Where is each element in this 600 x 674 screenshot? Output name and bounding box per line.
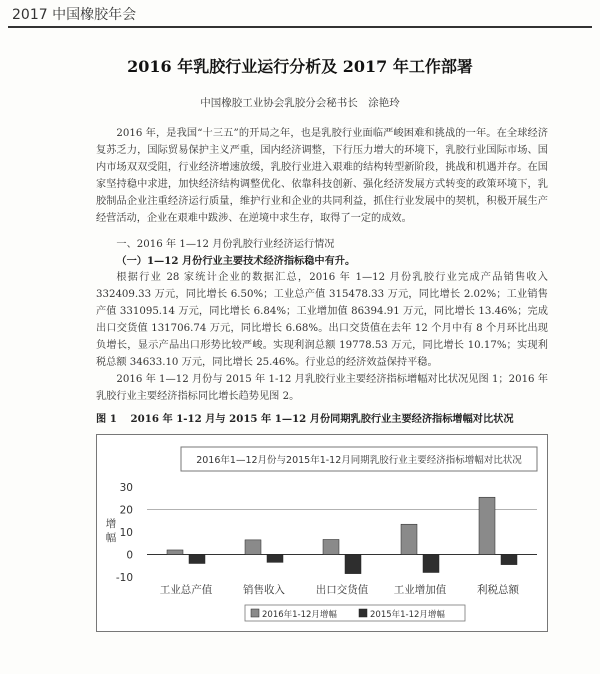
author-line: 中国橡胶工业协会乳胶分会秘书长 涂艳玲 [200, 97, 400, 109]
intro-paragraph: 2016 年，是我国“十三五”的开局之年，也是乳胶行业面临严峻困难和挑战的一年。在全球经济复苏乏力，国际贸易保护主义严重，国内经济调整，下行压力增大的环境下，乳胶行业国际市场、国内市场双双受阻，行业经济增速放缓，乳胶行业进入艰难的结构转型新阶段，挑战和机遇并存。在国家坚持稳中求进，加快经济结构调整优化、依靠科技创新、强化经济发展方式转变的政策环境下，乳胶制品企业注重经济运行质量，维护行业和企业的共同利益，抓住行业发展中的契机，积极开展生产经营活动，企业在艰难中跋涉、在逆境中求生存，取得了一定的成效。 [96, 128, 548, 224]
figure-1-chart [96, 434, 548, 632]
figure-intro-paragraph: 2016 年 1—12 月份与 2015 年 1-12 月乳胶行业主要经济指标增幅对比状况见图 1；2016 年乳胶行业主要经济指标同比增长趋势见图 2。 [96, 374, 548, 402]
bar-2016-0 [167, 550, 183, 555]
legend-swatch [251, 609, 259, 617]
legend-label: 2016年1-12月增幅 [262, 610, 337, 620]
y-axis-label-char: 幅 [105, 532, 117, 544]
y-tick-label: 0 [126, 549, 133, 562]
page-title: 2016 年乳胶行业运行分析及 2017 年工作部署 [127, 57, 473, 76]
x-tick-label: 工业总产值 [159, 584, 213, 596]
legend-swatch [359, 609, 367, 617]
bar-2016-1 [245, 540, 261, 555]
bar-2015-0 [189, 555, 205, 564]
x-tick-label: 工业增加值 [393, 584, 447, 596]
bar-2016-2 [323, 539, 339, 554]
bar-2016-4 [479, 497, 495, 554]
bar-2015-3 [423, 555, 439, 573]
y-tick-label: 10 [119, 527, 133, 539]
bar-2015-2 [345, 555, 361, 574]
x-tick-label: 出口交货值 [315, 584, 369, 596]
figure-caption: 图 1 2016 年 1-12 月与 2015 年 1—12 月份同期乳胶行业主要经济指标增幅对比状况 [96, 413, 514, 425]
chart-svg [97, 435, 547, 631]
subsection-heading: （一）1—12 月份行业主要技术经济指标稳中有升。 [116, 255, 356, 267]
section-heading: 一、2016 年 1—12 月份乳胶行业经济运行情况 [116, 239, 335, 250]
stats-paragraph: 根据行业 28 家统计企业的数据汇总，2016 年 1—12 月份乳胶行业完成产品销售收入 332409.33 万元，同比增长 6.50%；工业总产值 315478.33 万元，同比增长 2.02%；工业销售产值 331095.14 万元，同比增长 6.84%；工业增加值 86394.91 万元，同比增长 13.46%；完成出口交货值 131706.74 万元，同比增长 6.68%。出口交货值在去年 12 个月中有 8 个月环比出现负增长，显示产品出口形势比较严峻。实现利润总额 19778.53 万元，同比增长 10.17%；实现利税总额 34633.10 万元，同比增长 25.46%。行业总的经济效益保持平稳。 [96, 272, 548, 368]
y-tick-label: 20 [119, 504, 133, 517]
y-axis-label-char: 增 [105, 518, 117, 530]
legend-label: 2015年1-12月增幅 [370, 610, 445, 620]
x-tick-label: 利税总额 [477, 584, 519, 596]
bar-2015-1 [267, 555, 283, 563]
header-divider [8, 26, 592, 28]
y-tick-label: -10 [115, 572, 133, 584]
bar-2016-3 [401, 524, 417, 554]
running-head: 2017 中国橡胶年会 [12, 7, 137, 23]
bar-2015-4 [501, 555, 517, 565]
chart-title: 2016年1—12月份与2015年1-12月同期乳胶行业主要经济指标增幅对比状况 [196, 455, 522, 466]
y-tick-label: 30 [119, 482, 133, 494]
x-tick-label: 销售收入 [243, 584, 285, 596]
